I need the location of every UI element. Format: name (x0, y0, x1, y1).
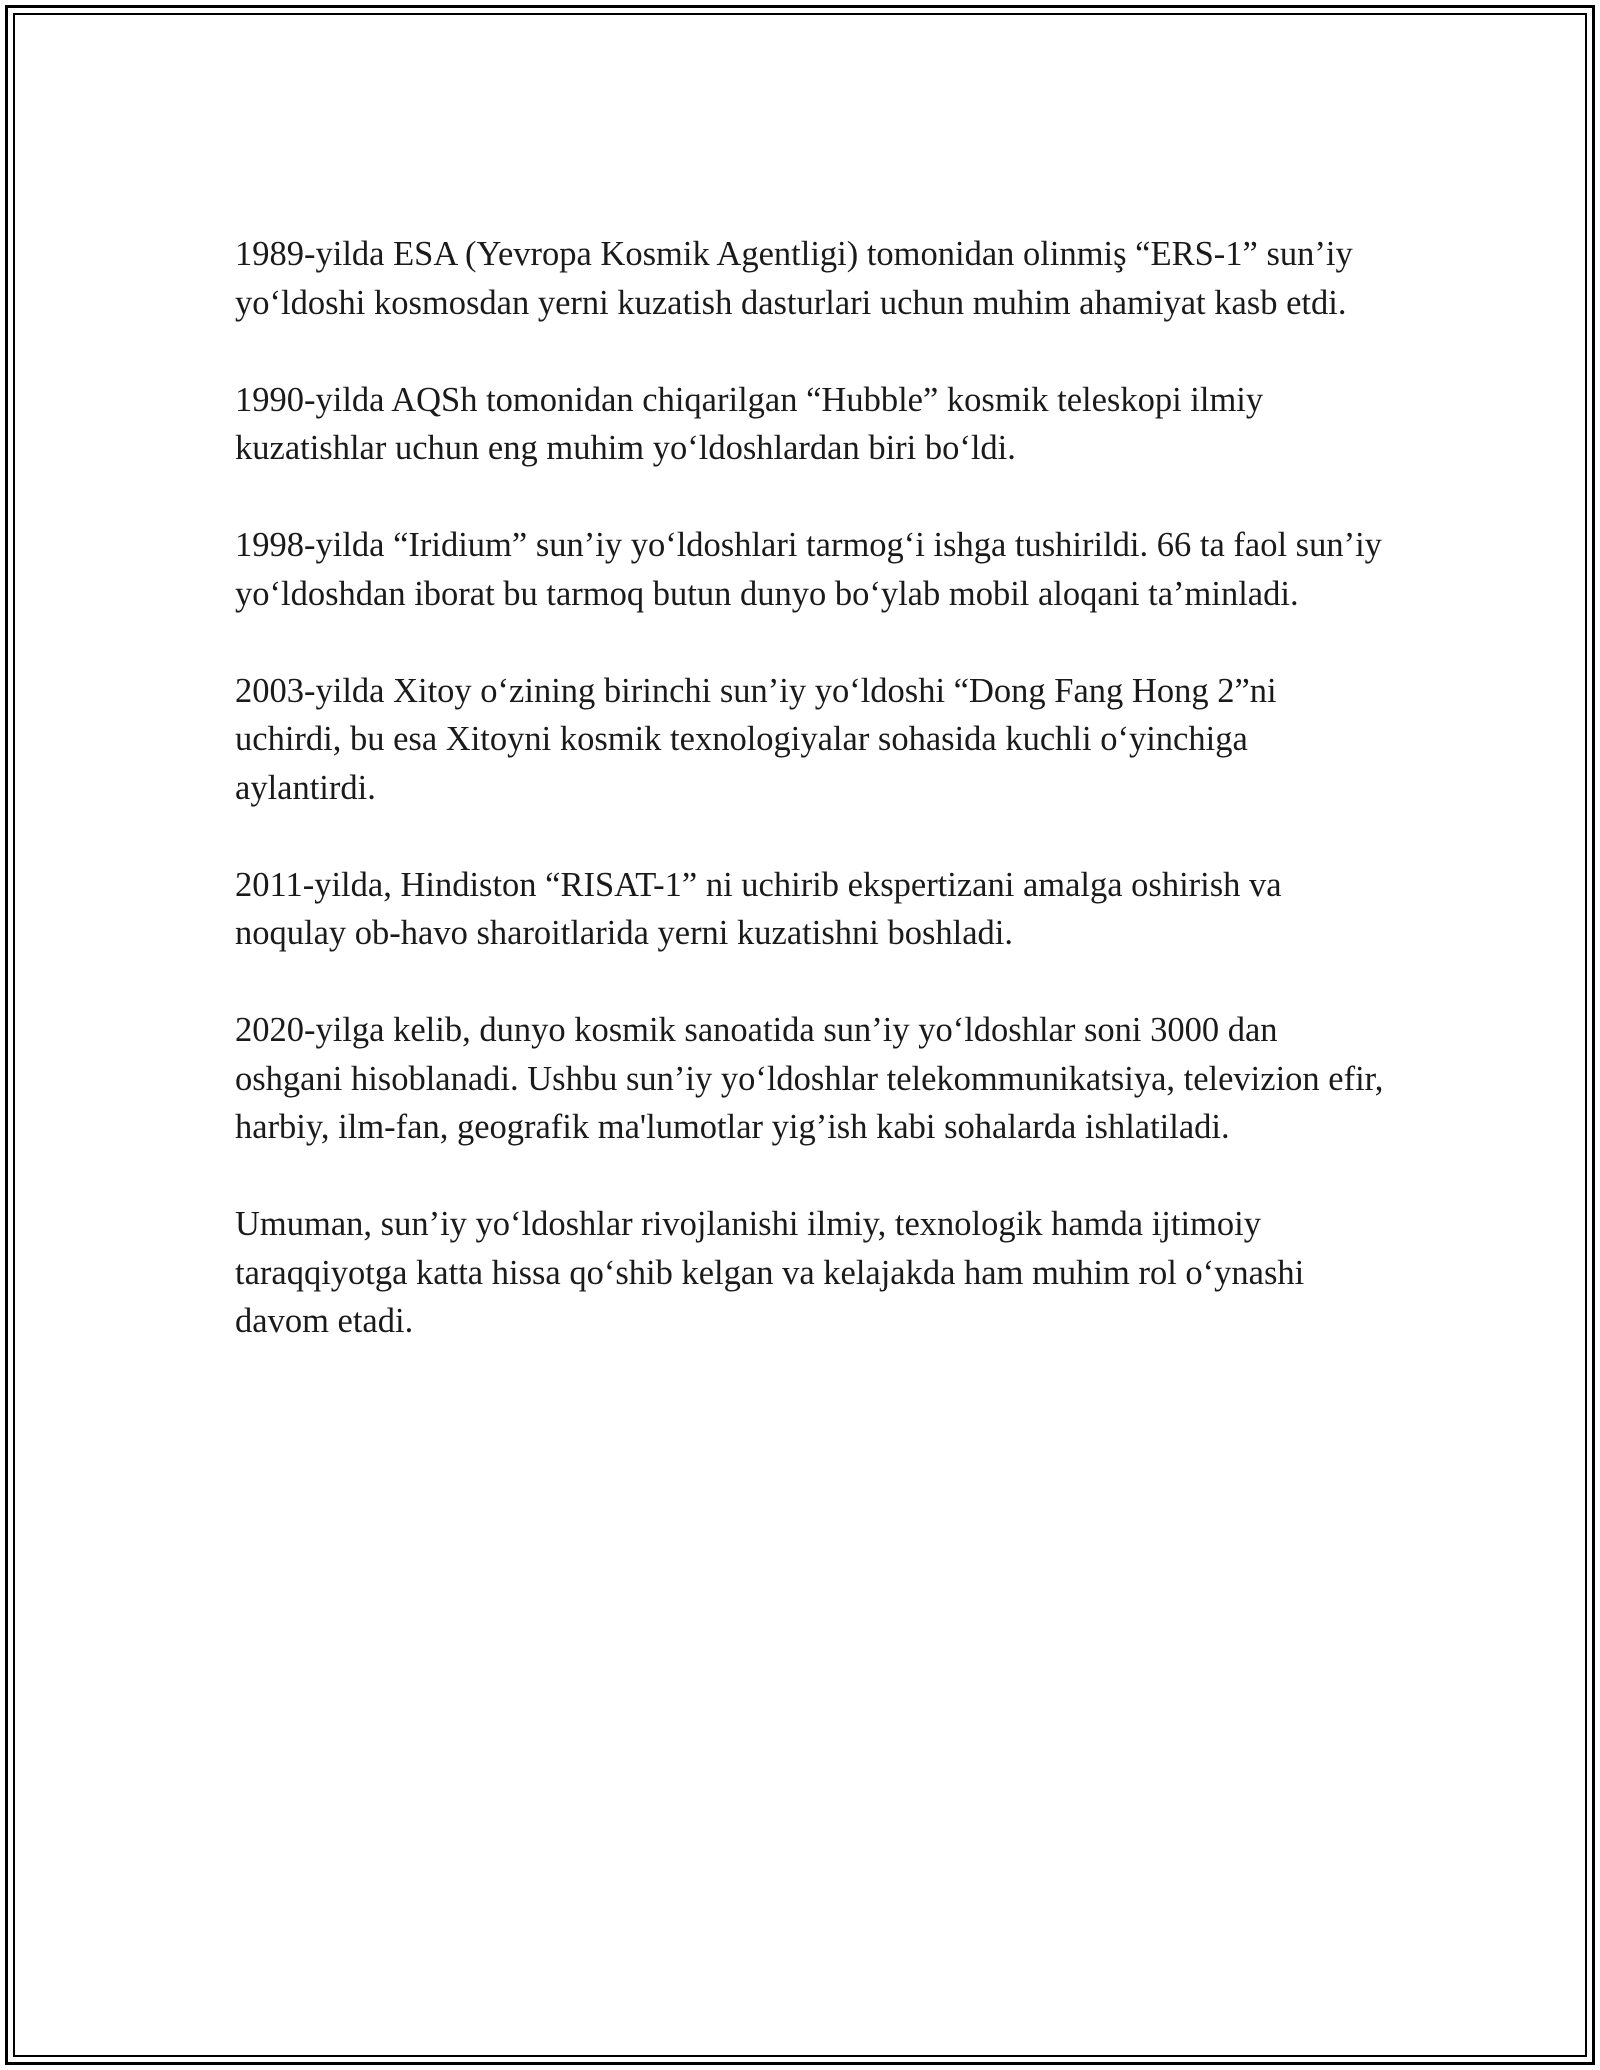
paragraph-2020-satellite-count: 2020-yilga kelib, dunyo kosmik sanoatida sun’iy yo‘ldoshlar soni 3000 dan oshgani hisoblanadi. Ushbu sun’iy yo‘ldoshlar telekommunikatsiya, televizion efir, harbiy, ilm-fan, geografik ma'lumotlar yig’ish kabi sohalarda ishlatiladi. (235, 1011, 1384, 1146)
paragraph-conclusion: Umuman, sun’iy yo‘ldoshlar rivojlanishi ilmiy, texnologik hamda ijtimoiy taraqqiyotga katta hissa qo‘shib kelgan va kelajakda ham muhim rol o‘ynashi davom etadi. (235, 1205, 1305, 1340)
paragraph-1990-hubble: 1990-yilda AQSh tomonidan chiqarilgan “Hubble” kosmik teleskopi ilmiy kuzatishlar uchun eng muhim yo‘ldoshlardan biri bo‘ldi. (235, 380, 1264, 467)
paragraph-1998-iridium: 1998-yilda “Iridium” sun’iy yo‘ldoshlari tarmog‘i ishga tushirildi. 66 ta faol sun’iy yo‘ldoshdan iborat bu tarmoq butun dunyo bo‘ylab mobil aloqani ta’minladi. (235, 526, 1382, 613)
paragraph-2011-risat1: 2011-yilda, Hindiston “RISAT-1” ni uchirib ekspertizani amalga oshirish va noqulay ob-havo sharoitlarida yerni kuzatishni boshladi. (235, 865, 1282, 952)
paragraph-2003-dong-fang-hong: 2003-yilda Xitoy o‘zining birinchi sun’iy yo‘ldoshi “Dong Fang Hong 2”ni uchirdi, bu esa Xitoyni kosmik texnologiyalar sohasida kuchli o‘yinchiga aylantirdi. (235, 671, 1277, 807)
paragraph-1989-ers1: 1989-yilda ESA (Yevropa Kosmik Agentligi) tomonidan olinmiş “ERS-1” sun’iy yo‘ldoshi kosmosdan yerni kuzatish dasturlari uchun muhim ahamiyat kasb etdi. (235, 235, 1353, 322)
document-body (235, 230, 1385, 1346)
